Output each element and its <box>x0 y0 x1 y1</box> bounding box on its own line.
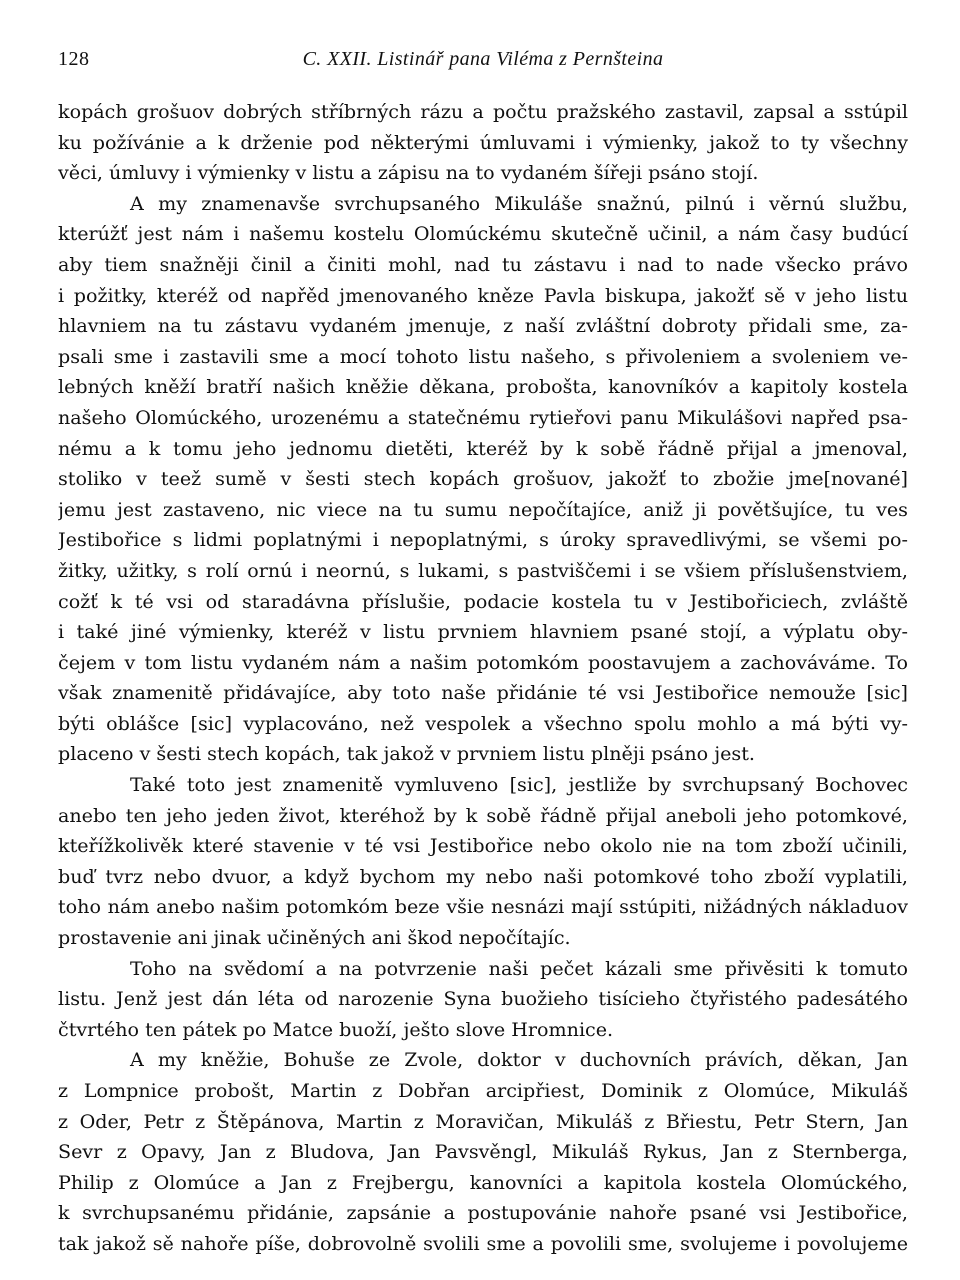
running-title: C. XXII. Listinář pana Viléma z Pernšteina <box>302 48 664 70</box>
text-line: žitky, užitky, s rolí ornú i neornú, s lukami, s pastviščemi i se všiem příslušenstviem, <box>58 558 908 582</box>
text-line: čtvrtého ten pátek po Matce buoží, ješto slove Hromnice. <box>58 1017 614 1041</box>
text-line: kopách grošuov dobrých stříbrných rázu a počtu pražského zastavil, zapsal a sstúpil <box>58 100 908 123</box>
text-line: toho nám anebo našim potomkóm beze všie nesnázi mají sstúpiti, nižádných nákladuov <box>58 895 908 919</box>
text-line: i také jiné výmienky, kteréž v listu prvniem hlavniem psané stojí, a výplatu oby- <box>58 620 908 644</box>
text-line: k svrchupsanému přidánie, zapsánie a postupovánie nahoře psané vsi Jestibořice, <box>58 1201 908 1225</box>
text-line: aby tiem snažněji činil a činiti mohl, nad tu zástavu i nad to nade všecko právo <box>58 252 908 276</box>
page-number: 128 <box>58 48 90 70</box>
text-line: z Oder, Petr z Štěpánova, Martin z Moravičan, Mikuláš z Břiestu, Petr Stern, Jan <box>58 1109 908 1133</box>
text-line: cožť k té vsi od staradávna příslušie, podacie kostela tu v Jestibořiciech, zvláště <box>58 589 908 613</box>
text-line: kterúžť jest nám i našemu kostelu Olomúckému skutečně učinil, a nám časy budúcí <box>58 222 908 246</box>
paragraph-1 <box>58 97 908 189</box>
body-text <box>58 97 908 1260</box>
document-page <box>58 40 908 1260</box>
text-line: Sevr z Opavy, Jan z Bludova, Jan Pavsvěngl, Mikuláš Rykus, Jan z Sternberga, <box>58 1140 908 1164</box>
paragraph-4 <box>58 954 908 1046</box>
text-line: A my kněžie, Bohuše ze Zvole, doktor v duchovních právích, děkan, Jan <box>130 1048 908 1072</box>
text-line: buď tvrz nebo dvuor, a když bychom my nebo naši potomkové toho zboží vyplatili, <box>58 864 908 888</box>
text-line: z Lompnice probošt, Martin z Dobřan arcipřiest, Dominik z Olomúce, Mikuláš <box>58 1079 908 1102</box>
text-line: kteřížkolivěk které stavenie v té vsi Jestibořice nebo okolo nie na tom zboží učinili, <box>58 834 908 858</box>
text-line: listu. Jenž jest dán léta od narozenie Syna buožieho tisícieho čtyřistého padesátého <box>58 987 908 1011</box>
text-line: hlavniem na tu zástavu vydaném jmenuje, z naší zvláštní dobroty přidali sme, za- <box>58 314 908 338</box>
text-line: lebných kněží bratří našich kněžie děkana, probošta, kanovníkóv a kapitoly kostela <box>58 375 908 399</box>
text-line: čejem v tom listu vydaném nám a našim potomkóm poostavujem a zachováváme. To <box>58 650 908 674</box>
text-line: našeho Olomúckého, urozenému a statečnému rytieřovi panu Mikulášovi napřed psa- <box>58 405 908 429</box>
text-line: anebo ten jeho jeden život, kteréhož by k sobě řádně přijal aneboli jeho potomkové, <box>58 803 908 827</box>
text-line: i požitky, kteréž od napřěd jmenovaného kněze Pavla biskupa, jakožť sě v jeho listu <box>58 283 908 307</box>
text-line: stoliko v teež sumě v šesti stech kopách grošuov, jakožť to zbožie jme[nované] <box>58 467 908 491</box>
text-line: tak jakož sě nahoře píše, dobrovolně svolili sme a povolili sme, svolujeme i povolujeme <box>58 1231 908 1255</box>
text-line: Jestibořice s lidmi poplatnými i nepoplatnými, s úroky spravedlivými, se všemi po- <box>58 528 908 552</box>
text-line: věci, úmluvy i výmienky v listu a zápisu na to vydaném šířeji psáno stojí. <box>58 161 759 185</box>
text-line: prostavenie ani jinak učiněných ani škod nepočítajíc. <box>58 926 571 950</box>
text-line: však znamenitě přidávajíce, aby toto naše přidánie té vsi Jestibořice nemouže [sic] <box>58 681 908 705</box>
text-line: jemu jest zastaveno, nic viece na tu sumu nepočítajíce, aniž ji povětšujíce, tu ves <box>58 497 908 521</box>
text-line: Toho na svědomí a na potvrzenie naši pečet kázali sme přivěsiti k tomuto <box>130 956 908 980</box>
text-line: placeno v šesti stech kopách, tak jakož v prvniem listu plněji psáno jest. <box>58 742 755 766</box>
page-header <box>58 40 908 84</box>
text-line: býti oblášce [sic] vyplacováno, než vespolek a všechno spolu mohlo a má býti vy- <box>58 711 908 735</box>
text-line: Philip z Olomúce a Jan z Frejbergu, kanovníci a kapitola kostela Olomúckého, <box>58 1170 908 1194</box>
text-line: Také toto jest znamenitě vymluveno [sic], jestliže by svrchupsaný Bochovec <box>130 773 908 797</box>
paragraph-2 <box>58 189 908 770</box>
text-line: nému a k tomu jeho jednomu dietěti, kteréž by k sobě řádně přijal a jmenoval, <box>58 436 908 460</box>
text-line: ku požívánie a k drženie pod některými úmluvami i výmienky, jakož to ty všechny <box>58 130 908 154</box>
text-line: A my znamenavše svrchupsaného Mikuláše snažnú, pilnú i věrnú službu, <box>130 191 908 215</box>
paragraph-5 <box>58 1045 908 1259</box>
text-line: psali sme i zastavili sme a mocí tohoto listu našeho, s přivoleniem a svoleniem ve- <box>58 344 908 368</box>
paragraph-3 <box>58 770 908 954</box>
